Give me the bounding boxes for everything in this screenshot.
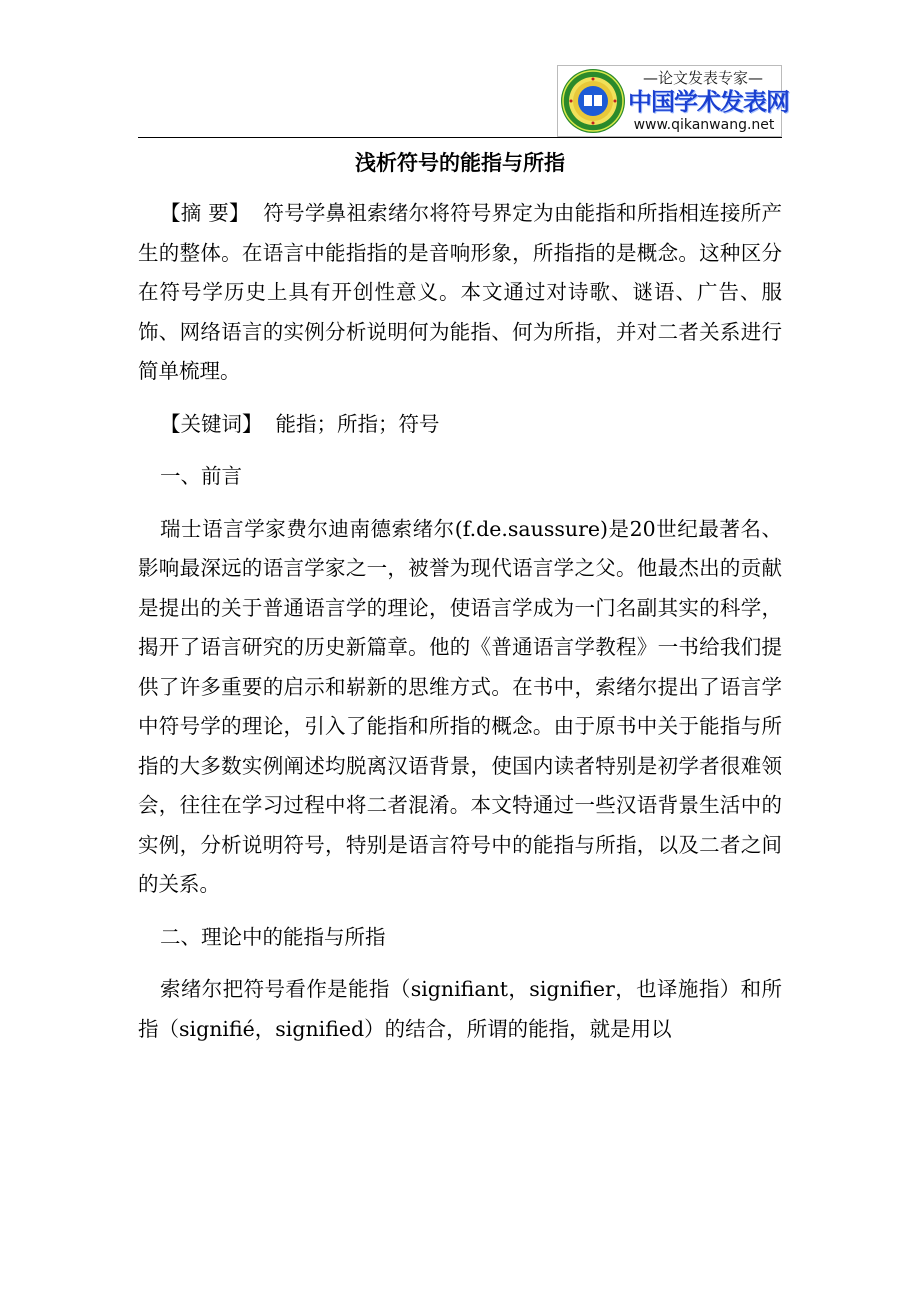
document-body (138, 194, 782, 1062)
logo-brand-name: 中国学术发表网 (628, 88, 789, 116)
logo-slogan: —论文发表专家— (642, 69, 763, 87)
abstract-text: 符号学鼻祖索绪尔将符号界定为由能指和所指相连接所产生的整体。在语言中能指指的是音响形象，所指指的是概念。这种区分在符号学历史上具有开创性意义。本文通过对诗歌、谜语、广告、服饰、网络语言的实例分析说明何为能指、何为所指，并对二者关系进行简单梳理。 (138, 201, 782, 383)
seal-emblem-icon (560, 68, 626, 134)
site-logo (557, 65, 789, 137)
abstract-paragraph (138, 194, 782, 392)
document-title: 浅析符号的能指与所指 (355, 151, 565, 175)
section-heading: 二、理论中的能指与所指 (160, 924, 386, 949)
keywords-label: 【关键词】 (160, 411, 263, 436)
section-heading: 一、前言 (160, 464, 242, 488)
body-paragraph: 索绪尔把符号看作是能指（signifiant，signifier，也译施指）和所指（signifié，signified）的结合，所谓的能指，就是用以 (138, 977, 782, 1041)
logo-website: www.qikanwang.net (633, 117, 775, 133)
body-paragraph: 瑞士语言学家费尔迪南德索绪尔(f.de.saussure)是20世纪最著名、影响最深远的语言学家之一，被誉为现代语言学之父。他最杰出的贡献是提出的关于普通语言学的理论，使语言学成为一门名副其实的科学，揭开了语言研究的历史新篇章。他的《普通语言学教程》一书给我们提供了许多重要的启示和崭新的思维方式。在书中，索绪尔提出了语言学中符号学的理论，引入了能指和所指的概念。由于原书中关于能指与所指的大多数实例阐述均脱离汉语背景，使国内读者特别是初学者很难领会，往往在学习过程中将二者混淆。本文特通过一些汉语背景生活中的实例，分析说明符号，特别是语言符号中的能指与所指，以及二者之间的关系。 (138, 516, 782, 896)
header-divider (138, 137, 782, 138)
abstract-label: 【摘 要】 (160, 201, 250, 225)
keywords-text: 能指；所指；符号 (275, 411, 440, 436)
keywords-paragraph (138, 405, 782, 445)
